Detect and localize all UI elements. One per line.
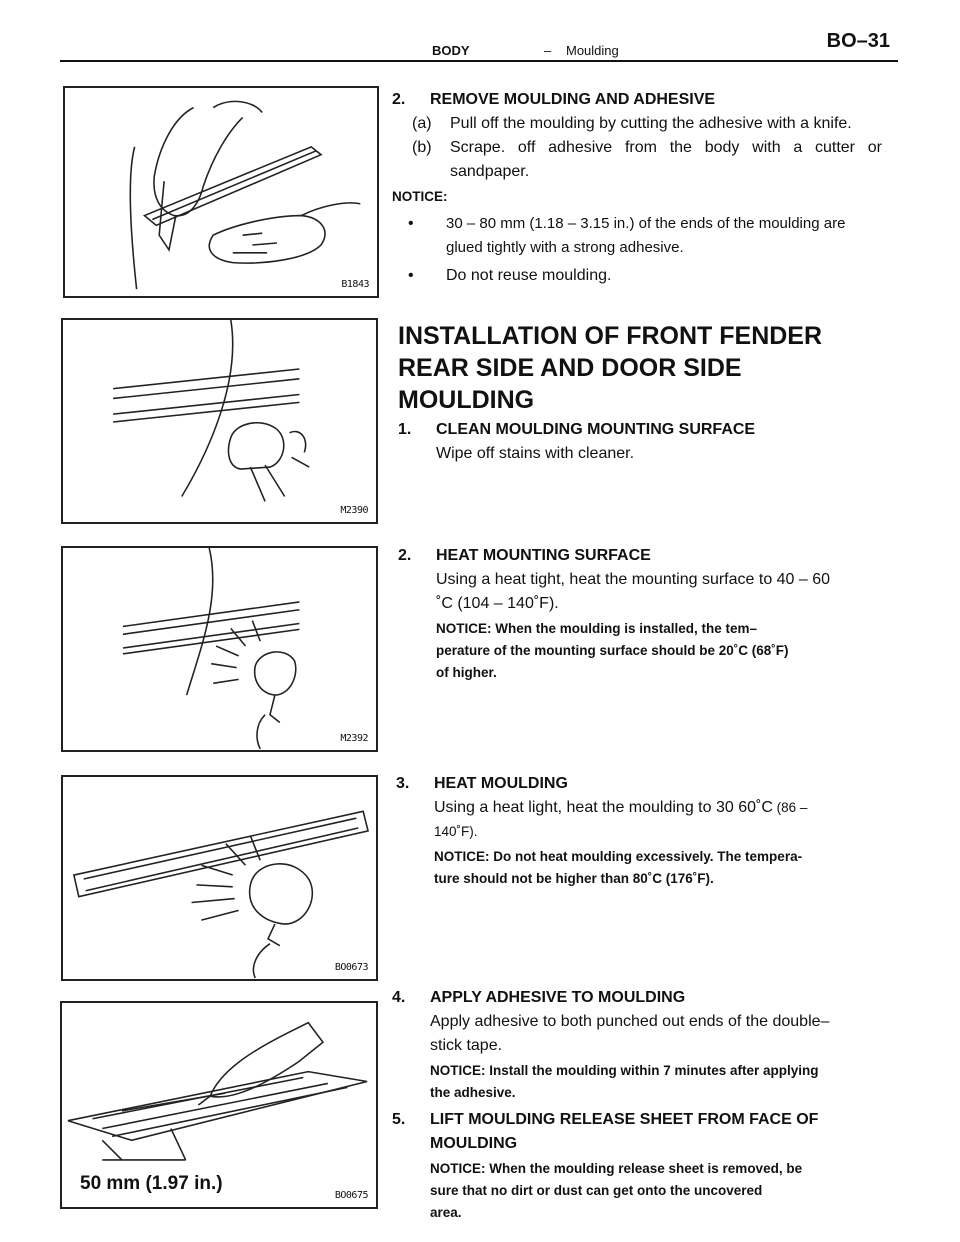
step-title: 4. APPLY ADHESIVE TO MOULDING xyxy=(392,989,686,1006)
notice-label: NOTICE: xyxy=(392,189,448,204)
figure-code: BO0673 xyxy=(334,962,368,973)
step-text: stick tape. xyxy=(430,1037,503,1054)
figure-apply-adhesive xyxy=(60,1001,378,1209)
step-text: Wipe off stains with cleaner. xyxy=(436,445,635,462)
notice-text: NOTICE: Do not heat moulding excessively. The tempera- xyxy=(434,849,803,864)
installation-heading: MOULDING xyxy=(398,386,535,414)
wiping-hand-illustration xyxy=(63,320,376,522)
remove-section xyxy=(392,88,882,288)
notice-text: sure that no dirt or dust can get onto the uncovered xyxy=(430,1183,763,1198)
dimension-label: 50 mm (1.97 in.) xyxy=(80,1173,223,1194)
figure-heat-surface xyxy=(61,546,378,752)
sub-step-a: (a) Pull off the moulding by cutting the adhesive with a knife. xyxy=(412,115,852,132)
notice-text: area. xyxy=(430,1205,462,1220)
notice-text: NOTICE: Install the moulding within 7 minutes after applying xyxy=(430,1063,819,1078)
installation-heading: REAR SIDE AND DOOR SIDE xyxy=(398,354,742,382)
page-number: BO–31 xyxy=(826,30,890,52)
notice-text: ture should not be higher than 80˚C (176˚F). xyxy=(434,871,714,886)
figure-code: BO0675 xyxy=(334,1190,368,1201)
heat-moulding-section xyxy=(396,772,880,890)
step-text: Apply adhesive to both punched out ends of the double– xyxy=(430,1013,830,1030)
step-title: 2. HEAT MOUNTING SURFACE xyxy=(398,547,651,564)
notice-text: of higher. xyxy=(436,665,497,680)
step-text: ˚C (104 – 140˚F). xyxy=(436,595,559,612)
step-title: 1. CLEAN MOULDING MOUNTING SURFACE xyxy=(398,421,756,438)
installation-heading: INSTALLATION OF FRONT FENDER xyxy=(398,322,823,350)
figure-heat-moulding xyxy=(61,775,378,981)
header-separator: – xyxy=(544,43,552,58)
step-text: Using a heat tight, heat the mounting surface to 40 – 60 xyxy=(436,571,831,588)
figure-code: B1843 xyxy=(341,279,369,290)
header-topic: Moulding xyxy=(566,43,619,58)
heat-lamp-surface-illustration xyxy=(63,548,376,750)
sub-step-b: (b) Scrape. off adhesive from the body with a cutter or sandpaper. xyxy=(412,139,882,180)
notice-text: the adhesive. xyxy=(430,1085,516,1100)
notice-text: perature of the mounting surface should be 20˚C (68˚F) xyxy=(436,643,789,658)
notice-text: NOTICE: When the moulding release sheet is removed, be xyxy=(430,1161,803,1176)
step-text: Using a heat light, heat the moulding to 30 60˚C (86 – xyxy=(434,799,808,816)
heat-surface-section xyxy=(398,544,878,684)
step-title: 3. HEAT MOULDING xyxy=(396,775,568,792)
figure-code: M2390 xyxy=(340,505,368,516)
header-section: BODY xyxy=(432,43,470,58)
step-text: 140˚F). xyxy=(434,824,478,839)
figure-code: M2392 xyxy=(340,733,368,744)
step-title: 2. REMOVE MOULDING AND ADHESIVE xyxy=(392,91,716,108)
bullet-item: • Do not reuse moulding. xyxy=(408,267,612,284)
step-title: MOULDING xyxy=(430,1135,518,1152)
figure-remove-moulding xyxy=(63,86,379,298)
page-header xyxy=(60,30,898,62)
figure-clean-surface xyxy=(61,318,378,524)
heat-lamp-moulding-illustration xyxy=(63,777,376,979)
notice-text: NOTICE: When the moulding is installed, the tem– xyxy=(436,621,758,636)
bullet-item: • 30 – 80 mm (1.18 – 3.15 in.) of the ends of the moulding are glued tightly with a strong adhesive. xyxy=(408,215,846,256)
install-section xyxy=(398,320,878,466)
step-title: 5. LIFT MOULDING RELEASE SHEET FROM FACE OF xyxy=(392,1111,819,1128)
adhesive-section xyxy=(392,986,882,1224)
hand-knife-illustration xyxy=(65,88,377,296)
